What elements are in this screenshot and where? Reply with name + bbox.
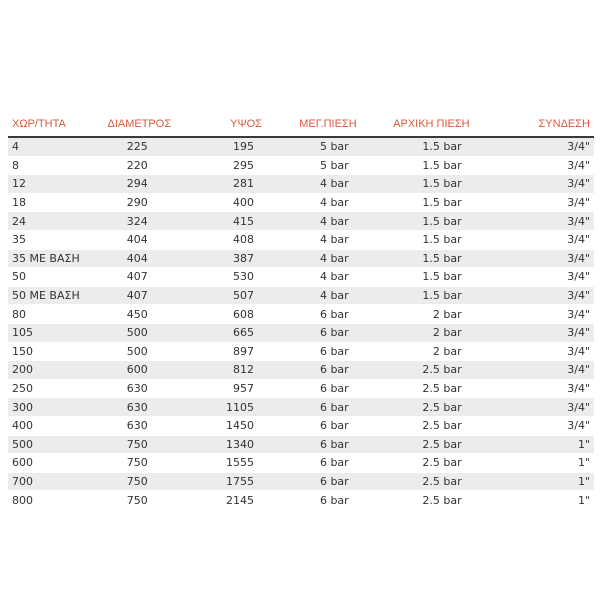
- cell-initial-pressure: 1.5 bar: [361, 268, 474, 287]
- cell-max-pressure: 6 bar: [266, 416, 361, 435]
- cell-diameter: 750: [94, 491, 185, 510]
- cell-height: 1755: [185, 472, 266, 491]
- cell-diameter: 750: [94, 472, 185, 491]
- cell-capacity: 24: [8, 212, 94, 231]
- cell-height: 812: [185, 361, 266, 380]
- table-row: [8, 361, 594, 380]
- cell-max-pressure: 4 bar: [266, 175, 361, 194]
- cell-capacity: 500: [8, 435, 94, 454]
- cell-connection: 3/4": [474, 230, 594, 249]
- cell-max-pressure: 6 bar: [266, 342, 361, 361]
- cell-capacity: 700: [8, 472, 94, 491]
- cell-capacity: 4: [8, 137, 94, 156]
- table-row: [8, 175, 594, 194]
- cell-capacity: 12: [8, 175, 94, 194]
- cell-height: 507: [185, 286, 266, 305]
- cell-connection: 3/4": [474, 286, 594, 305]
- cell-max-pressure: 6 bar: [266, 361, 361, 380]
- table-row: [8, 454, 594, 473]
- cell-height: 2145: [185, 491, 266, 510]
- cell-max-pressure: 4 bar: [266, 193, 361, 212]
- cell-height: 295: [185, 156, 266, 175]
- cell-diameter: 407: [94, 268, 185, 287]
- cell-initial-pressure: 2.5 bar: [361, 472, 474, 491]
- table-row: [8, 212, 594, 231]
- header-diameter: ΔΙΑΜΕΤΡΟΣ: [94, 112, 185, 137]
- table-row: [8, 398, 594, 417]
- cell-initial-pressure: 1.5 bar: [361, 193, 474, 212]
- cell-diameter: 450: [94, 305, 185, 324]
- cell-diameter: 324: [94, 212, 185, 231]
- cell-max-pressure: 5 bar: [266, 156, 361, 175]
- cell-height: 1105: [185, 398, 266, 417]
- table-row: [8, 286, 594, 305]
- table-body: [8, 137, 594, 509]
- cell-initial-pressure: 2.5 bar: [361, 361, 474, 380]
- cell-max-pressure: 4 bar: [266, 249, 361, 268]
- cell-diameter: 220: [94, 156, 185, 175]
- cell-capacity: 18: [8, 193, 94, 212]
- cell-connection: 3/4": [474, 379, 594, 398]
- cell-capacity: 50: [8, 268, 94, 287]
- cell-height: 1340: [185, 435, 266, 454]
- cell-initial-pressure: 2 bar: [361, 342, 474, 361]
- cell-connection: 3/4": [474, 398, 594, 417]
- cell-connection: 3/4": [474, 175, 594, 194]
- cell-connection: 3/4": [474, 305, 594, 324]
- cell-connection: 3/4": [474, 193, 594, 212]
- cell-max-pressure: 5 bar: [266, 137, 361, 156]
- table-row: [8, 435, 594, 454]
- cell-capacity: 800: [8, 491, 94, 510]
- cell-diameter: 630: [94, 416, 185, 435]
- table-row: [8, 305, 594, 324]
- cell-diameter: 630: [94, 398, 185, 417]
- cell-capacity: 200: [8, 361, 94, 380]
- cell-height: 897: [185, 342, 266, 361]
- cell-diameter: 600: [94, 361, 185, 380]
- cell-height: 195: [185, 137, 266, 156]
- header-row: [8, 112, 594, 137]
- cell-diameter: 500: [94, 342, 185, 361]
- cell-capacity: 300: [8, 398, 94, 417]
- cell-connection: 3/4": [474, 156, 594, 175]
- cell-max-pressure: 6 bar: [266, 472, 361, 491]
- cell-connection: 1": [474, 491, 594, 510]
- cell-height: 957: [185, 379, 266, 398]
- table-row: [8, 379, 594, 398]
- header-max-pressure: ΜΕΓ.ΠΙΕΣΗ: [266, 112, 361, 137]
- table-row: [8, 156, 594, 175]
- table-row: [8, 342, 594, 361]
- cell-diameter: 750: [94, 454, 185, 473]
- cell-initial-pressure: 1.5 bar: [361, 286, 474, 305]
- spec-table: [8, 112, 594, 510]
- cell-initial-pressure: 1.5 bar: [361, 249, 474, 268]
- cell-height: 408: [185, 230, 266, 249]
- cell-capacity: 35 ΜΕ ΒΑΣΗ: [8, 249, 94, 268]
- cell-diameter: 750: [94, 435, 185, 454]
- cell-height: 1555: [185, 454, 266, 473]
- cell-initial-pressure: 1.5 bar: [361, 230, 474, 249]
- cell-initial-pressure: 2.5 bar: [361, 398, 474, 417]
- cell-capacity: 150: [8, 342, 94, 361]
- cell-height: 400: [185, 193, 266, 212]
- cell-capacity: 105: [8, 323, 94, 342]
- cell-capacity: 8: [8, 156, 94, 175]
- cell-diameter: 290: [94, 193, 185, 212]
- cell-capacity: 50 ΜΕ ΒΑΣΗ: [8, 286, 94, 305]
- cell-diameter: 404: [94, 230, 185, 249]
- cell-initial-pressure: 1.5 bar: [361, 156, 474, 175]
- table-row: [8, 472, 594, 491]
- cell-max-pressure: 6 bar: [266, 454, 361, 473]
- cell-connection: 3/4": [474, 249, 594, 268]
- cell-height: 1450: [185, 416, 266, 435]
- cell-initial-pressure: 2.5 bar: [361, 379, 474, 398]
- table-row: [8, 491, 594, 510]
- cell-connection: 3/4": [474, 342, 594, 361]
- cell-initial-pressure: 1.5 bar: [361, 212, 474, 231]
- cell-initial-pressure: 1.5 bar: [361, 137, 474, 156]
- table-row: [8, 323, 594, 342]
- cell-connection: 1": [474, 435, 594, 454]
- table-row: [8, 268, 594, 287]
- table-row: [8, 230, 594, 249]
- cell-max-pressure: 4 bar: [266, 212, 361, 231]
- cell-max-pressure: 4 bar: [266, 268, 361, 287]
- cell-height: 281: [185, 175, 266, 194]
- header-connection: ΣΥΝΔΕΣΗ: [474, 112, 594, 137]
- cell-connection: 3/4": [474, 361, 594, 380]
- cell-connection: 3/4": [474, 212, 594, 231]
- cell-initial-pressure: 2.5 bar: [361, 416, 474, 435]
- cell-capacity: 400: [8, 416, 94, 435]
- cell-max-pressure: 6 bar: [266, 435, 361, 454]
- cell-capacity: 250: [8, 379, 94, 398]
- cell-capacity: 35: [8, 230, 94, 249]
- table-row: [8, 137, 594, 156]
- table-row: [8, 193, 594, 212]
- cell-height: 530: [185, 268, 266, 287]
- cell-max-pressure: 6 bar: [266, 398, 361, 417]
- cell-initial-pressure: 2.5 bar: [361, 435, 474, 454]
- cell-max-pressure: 6 bar: [266, 305, 361, 324]
- cell-initial-pressure: 2 bar: [361, 323, 474, 342]
- cell-diameter: 500: [94, 323, 185, 342]
- cell-height: 665: [185, 323, 266, 342]
- cell-height: 387: [185, 249, 266, 268]
- cell-capacity: 600: [8, 454, 94, 473]
- cell-max-pressure: 6 bar: [266, 491, 361, 510]
- cell-diameter: 225: [94, 137, 185, 156]
- header-capacity: ΧΩΡ/ΤΗΤΑ: [8, 112, 94, 137]
- cell-diameter: 294: [94, 175, 185, 194]
- table-header: [8, 112, 594, 137]
- cell-connection: 3/4": [474, 137, 594, 156]
- cell-max-pressure: 6 bar: [266, 323, 361, 342]
- cell-max-pressure: 6 bar: [266, 379, 361, 398]
- cell-height: 608: [185, 305, 266, 324]
- cell-connection: 3/4": [474, 416, 594, 435]
- cell-connection: 3/4": [474, 323, 594, 342]
- table-row: [8, 416, 594, 435]
- cell-max-pressure: 4 bar: [266, 286, 361, 305]
- cell-connection: 1": [474, 454, 594, 473]
- cell-capacity: 80: [8, 305, 94, 324]
- header-height: ΥΨΟΣ: [185, 112, 266, 137]
- cell-initial-pressure: 2.5 bar: [361, 454, 474, 473]
- cell-diameter: 404: [94, 249, 185, 268]
- cell-connection: 3/4": [474, 268, 594, 287]
- cell-max-pressure: 4 bar: [266, 230, 361, 249]
- cell-diameter: 407: [94, 286, 185, 305]
- cell-initial-pressure: 2.5 bar: [361, 491, 474, 510]
- cell-diameter: 630: [94, 379, 185, 398]
- header-initial-pressure: ΑΡΧΙΚΗ ΠΙΕΣΗ: [361, 112, 474, 137]
- cell-initial-pressure: 1.5 bar: [361, 175, 474, 194]
- table-row: [8, 249, 594, 268]
- cell-connection: 1": [474, 472, 594, 491]
- cell-height: 415: [185, 212, 266, 231]
- cell-initial-pressure: 2 bar: [361, 305, 474, 324]
